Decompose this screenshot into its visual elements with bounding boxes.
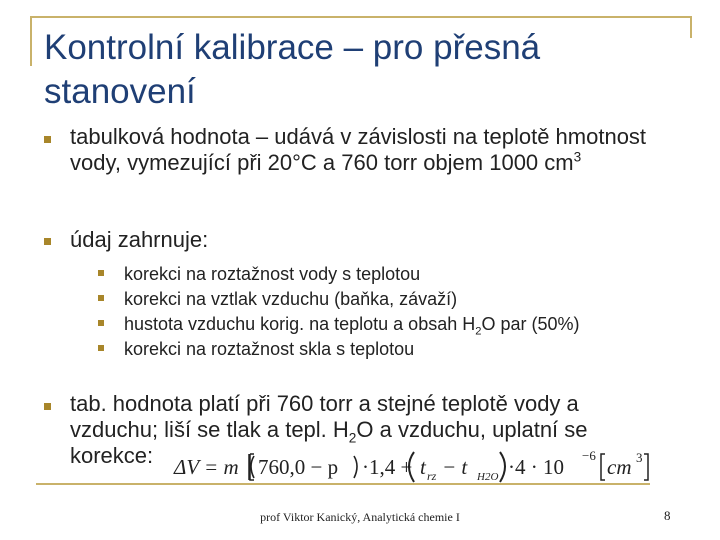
footer-text: prof Viktor Kanický, Analytická chemie I [260,510,460,524]
formula-unit: cm [607,455,632,479]
sub-bullet-item [124,337,694,362]
sub-bullet-marker [98,320,104,326]
bullet-text: tabulková hodnota – udává v závislosti na teplotě hmotnost vody, vymezující při 20°C a 760 torr objem 1000 cm [70,124,647,175]
page-number: 8 [664,508,671,523]
sub-bullet-text: hustota vzduchu korig. na teplotu a obsah H [124,314,476,334]
bullet-marker [44,238,51,245]
formula-mult1: ·1,4 + [362,455,413,479]
sub-bullet-marker [98,295,104,301]
subscript: 2 [348,430,357,446]
sub-bullet-text: korekci na roztažnost vody s teplotou [124,264,421,284]
line-text: vzduchu; liší se tlak a tepl. H [70,417,349,442]
bullet-item [70,124,680,176]
sub-bullet-item [124,287,694,312]
bullet-marker [44,403,51,410]
formula-unit-exp: 3 [636,450,643,465]
correction-formula [170,446,650,486]
sub-bullet-marker [98,345,104,351]
sub-bullet-text-post: O par (50%) [481,314,580,334]
formula-exponent: −6 [582,448,596,463]
subscript: 2 [475,325,482,338]
bullet-text-line: korekce: [70,443,154,468]
sub-bullet-text: korekci na roztažnost skla s teplotou [124,339,415,359]
sub-bullet-item [124,312,694,337]
unit-bracket-close-icon [644,454,648,480]
paren-close-icon [354,456,357,478]
sub-bullet-text: korekci na vztlak vzduchu (baňka, závaží) [124,289,458,309]
formula-lhs: ΔV = m [174,455,239,479]
paren-big-close-icon [500,452,505,482]
sub-bullet-item [124,262,694,287]
slide-title: Kontrolní kalibrace – pro přesná stanovení [44,28,541,111]
frame-right-line [690,16,692,38]
bullet-text-line: tab. hodnota platí při 760 torr a stejné teplotě vody a [70,391,579,416]
paren-open-icon [251,456,254,478]
formula-inner1: 760,0 − p [258,455,339,479]
sub-bullet-marker [98,270,104,276]
unit-bracket-open-icon [601,454,605,480]
frame-top-line [30,16,692,18]
formula-t-rz: t [420,455,426,479]
frame-left-line [30,16,32,66]
bullet-text: údaj zahrnuje: [70,227,209,252]
bullet-item [70,227,680,253]
line-text-post: O a vzduchu, uplatní se [356,417,588,442]
formula-t-h2o-sub: H2O [477,471,499,483]
bullet-text-line [70,417,700,446]
superscript: 3 [573,149,582,165]
bullet-marker [44,136,51,143]
formula-minus-t: − t [442,455,468,479]
formula-t-rz-sub: rz [427,469,437,483]
formula-mult2: ·4 · 10 [508,455,564,479]
